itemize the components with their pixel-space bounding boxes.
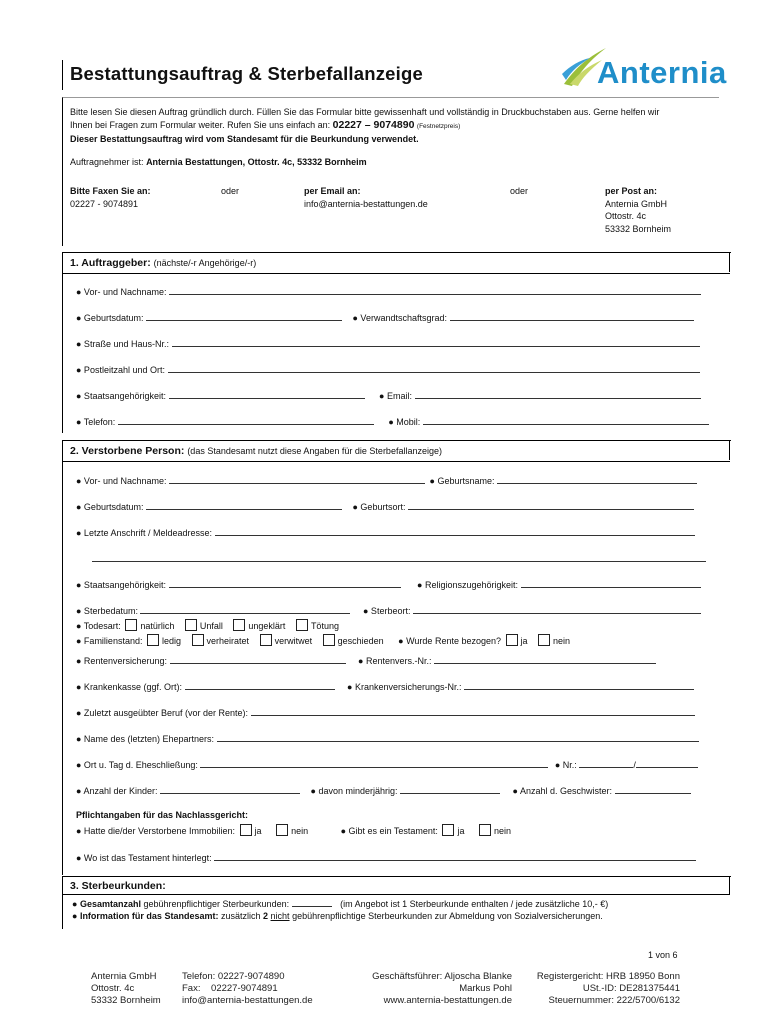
footer-register (515, 971, 680, 1007)
checkbox-testament-no[interactable] (479, 824, 491, 836)
s2-birthname-label: ● Geburtsname: (429, 476, 495, 486)
contractor-name: Anternia Bestattungen, Ottostr. 4c, 53332 Bornheim (146, 157, 367, 167)
s2-health-nr-field[interactable] (464, 680, 694, 690)
s2-spouse-row (76, 732, 699, 744)
checkbox-pension-no[interactable] (538, 634, 550, 646)
s2-deathtype-label: ● Todesart: (76, 621, 121, 631)
section-2-subtitle: (das Standesamt nutzt diese Angaben für die Sterbefallanzeige) (187, 446, 442, 456)
footer-register-line-1: Registergericht: HRB 18950 Bonn (536, 971, 680, 982)
s1-nationality-label: ● Staatsangehörigkeit: (76, 391, 166, 401)
intro-phone-note: (Festnetzpreis) (416, 122, 461, 130)
checkbox-single[interactable] (147, 634, 159, 646)
s2-testament-label: ● Gibt es ein Testament: (340, 826, 438, 836)
s2-birthname-field[interactable] (497, 474, 697, 484)
s2-birthplace-field[interactable] (408, 500, 694, 510)
s2-name-label: ● Vor- und Nachname: (76, 476, 167, 486)
intro-phone: 02227 – 9074890 (332, 118, 415, 131)
section-3-head-divider (62, 894, 730, 895)
s3-info-text-1: zusätzlich (220, 911, 261, 921)
s2-children-field[interactable] (160, 784, 300, 794)
s2-minors-field[interactable] (400, 784, 500, 794)
s3-info-label: Information für das Standesamt: (79, 911, 219, 921)
s2-marriage-nr-label: ● Nr.: (554, 760, 577, 770)
s1-birth-row (76, 311, 694, 323)
s1-mobile-field[interactable] (423, 415, 709, 425)
s3-total-field[interactable] (292, 897, 332, 907)
checkbox-unclear[interactable] (233, 619, 245, 631)
footer-management-line-2: Markus Pohl (459, 983, 512, 994)
s2-job-row (76, 706, 695, 718)
s2-birthdate-field[interactable] (146, 500, 342, 510)
fax-number: 02227 - 9074891 (70, 198, 139, 209)
checkbox-natural[interactable] (125, 619, 137, 631)
fax-block (70, 185, 151, 210)
label-pension-yes: ja (520, 636, 528, 646)
s1-street-row (76, 337, 700, 349)
s2-deathdate-row (76, 604, 701, 616)
s3-info-number: 2 (263, 911, 269, 921)
s2-birthplace-label: ● Geburtsort: (352, 502, 406, 512)
label-property-yes: ja (254, 826, 262, 836)
s2-pension-nr-label: ● Rentenvers.-Nr.: (358, 656, 432, 666)
s2-religion-label: ● Religionszugehörigkeit: (417, 580, 519, 590)
s3-total-text: gebührenpflichtiger Sterbeurkunden: (143, 899, 290, 909)
s2-minors-label: ● davon minderjährig: (310, 786, 398, 796)
label-pension-no: nein (553, 636, 571, 646)
section-3-title: 3. Sterbeurkunden: (70, 880, 166, 892)
footer-contact-line-1: Telefon: 02227-9074890 (182, 971, 285, 982)
s1-relation-field[interactable] (450, 311, 694, 321)
s2-marriage-nr-field-2[interactable] (636, 758, 698, 768)
s2-nationality-label: ● Staatsangehörigkeit: (76, 580, 166, 590)
s2-marriage-field[interactable] (200, 758, 548, 768)
s2-testament-where-field[interactable] (214, 851, 696, 861)
s2-marriage-row: ● Ort u. Tag d. Eheschließung: ● Nr.: / (76, 758, 698, 770)
post-line-2: Ottostr. 4c (605, 211, 647, 221)
s1-zip-field[interactable] (168, 363, 700, 373)
s1-name-field[interactable] (169, 285, 701, 295)
label-widowed: verwitwet (274, 636, 313, 646)
s2-probate-title: Pflichtangaben für das Nachlassgericht: (76, 810, 249, 820)
logo-text: Anternia (597, 55, 727, 90)
s2-spouse-label: ● Name des (letzten) Ehepartners: (76, 734, 214, 744)
email-label: per Email an: (304, 186, 361, 196)
s2-religion-field[interactable] (521, 578, 701, 588)
s1-zip-row (76, 363, 700, 375)
s1-relation-label: ● Verwandtschaftsgrad: (352, 313, 447, 323)
or-label-2: oder (510, 186, 529, 196)
checkbox-married[interactable] (192, 634, 204, 646)
s2-children-row (76, 784, 691, 796)
section-1-title: 1. Auftraggeber: (70, 257, 151, 269)
footer-contact-line-3[interactable]: info@anternia-bestattungen.de (182, 995, 313, 1006)
email-address[interactable]: info@anternia-bestattungen.de (304, 198, 428, 209)
s2-pension-question: ● Wurde Rente bezogen? (398, 636, 501, 646)
s2-deathplace-label: ● Sterbeort: (363, 606, 411, 616)
section-2-head-divider (62, 461, 730, 462)
contractor-line (70, 156, 367, 169)
label-natural: natürlich (140, 621, 175, 631)
s2-siblings-label: ● Anzahl d. Geschwister: (512, 786, 613, 796)
s3-info-text-2: gebührenpflichtige Sterbeurkunden zur Abmeldung von Sozialversicherungen. (292, 911, 603, 921)
post-label: per Post an: (605, 186, 658, 196)
label-testament-yes: ja (457, 826, 465, 836)
label-testament-no: nein (493, 826, 511, 836)
s2-job-field[interactable] (251, 706, 695, 716)
checkbox-accident[interactable] (185, 619, 197, 631)
s1-zip-label: ● Postleitzahl und Ort: (76, 365, 165, 375)
label-divorced: geschieden (337, 636, 384, 646)
checkbox-killing[interactable] (296, 619, 308, 631)
s2-pension-label: ● Rentenversicherung: (76, 656, 167, 666)
s3-total-label: Gesamtanzahl (79, 899, 141, 909)
intro-line-2-prefix: Ihnen bei Fragen zum Formular weiter. Rufen Sie uns einfach an: (70, 119, 331, 130)
s3-info-row: ● Information für das Standesamt: zusätzlich 2 nicht gebührenpflichtige Sterbeurkunden zur Abmeldung von Sozialversicherungen. (72, 911, 603, 921)
s2-pension-nr-field[interactable] (434, 654, 656, 664)
s2-health-nr-label: ● Krankenversicherungs-Nr.: (347, 682, 462, 692)
email-block (304, 185, 428, 210)
s3-total-note: (im Angebot ist 1 Sterbeurkunde enthalten / jede zusätzliche 10,- €) (340, 899, 609, 909)
s2-marital-label: ● Familienstand: (76, 636, 143, 646)
s2-health-row (76, 680, 694, 692)
s2-marital-row (76, 634, 570, 646)
s2-deathtype-row (76, 619, 339, 631)
footer-contact (182, 971, 313, 1007)
s1-phone-label: ● Telefon: (76, 417, 116, 427)
s2-address-field-2[interactable] (92, 552, 706, 562)
s2-job-label: ● Zuletzt ausgeübter Beruf (vor der Rente): (76, 708, 249, 718)
s1-email-field[interactable] (415, 389, 701, 399)
s2-birthdate-label: ● Geburtsdatum: (76, 502, 144, 512)
s2-children-label: ● Anzahl der Kinder: (76, 786, 158, 796)
checkbox-widowed[interactable] (260, 634, 272, 646)
s2-probate-row (76, 824, 511, 836)
footer-management-line-1: Geschäftsführer: Aljoscha Blanke (372, 971, 512, 982)
s1-email-label: ● Email: (379, 391, 412, 401)
s2-address-label: ● Letzte Anschrift / Meldeadresse: (76, 528, 213, 538)
footer-company-line-1: Anternia GmbH (91, 971, 157, 982)
label-killing: Tötung (310, 621, 339, 631)
footer-management (340, 971, 512, 1007)
contractor-prefix: Auftragnehmer ist: (70, 157, 144, 167)
section-1-right-edge (729, 252, 730, 272)
post-block (605, 185, 671, 235)
s2-address-field[interactable] (215, 526, 695, 536)
or-label-1: oder (221, 186, 240, 196)
s1-nationality-field[interactable] (169, 389, 365, 399)
s2-siblings-field[interactable] (615, 784, 691, 794)
section-2-title: 2. Verstorbene Person: (70, 445, 185, 457)
s1-birth-field[interactable] (146, 311, 342, 321)
page-number: 1 von 6 (648, 950, 678, 960)
s2-marriage-nr-field[interactable] (579, 758, 633, 768)
section-2-right-edge (729, 440, 730, 460)
section-1-head-divider (62, 273, 730, 274)
s1-street-label: ● Straße und Haus-Nr.: (76, 339, 169, 349)
s2-testament-where-row (76, 851, 696, 863)
s1-street-field[interactable] (172, 337, 700, 347)
checkbox-property-no[interactable] (276, 824, 288, 836)
s1-nationality-row (76, 389, 701, 401)
s2-health-field[interactable] (185, 680, 335, 690)
s1-phone-field[interactable] (118, 415, 374, 425)
s2-property-label: ● Hatte die/der Verstorbene Immobilien: (76, 826, 236, 836)
fax-label: Bitte Faxen Sie an: (70, 186, 151, 196)
label-accident: Unfall (199, 621, 223, 631)
s2-health-label: ● Krankenkasse (ggf. Ort): (76, 682, 182, 692)
s2-spouse-field[interactable] (217, 732, 699, 742)
s2-address-row-2 (92, 552, 706, 564)
label-unclear: ungeklärt (248, 621, 286, 631)
s2-address-row (76, 526, 695, 538)
section-1-subtitle: (nächste/-r Angehörige/-r) (153, 258, 257, 268)
s1-phone-row (76, 415, 709, 427)
footer-company-line-2: Ottostr. 4c (91, 983, 135, 994)
footer-register-line-3: Steuernummer: 222/5700/6132 (548, 995, 680, 1006)
footer-management-line-3[interactable]: www.anternia-bestattungen.de (383, 995, 512, 1006)
s2-pension-row (76, 654, 656, 666)
intro-line-2 (70, 119, 720, 134)
intro-line-3: Dieser Bestattungsauftrag wird vom Standesamt für die Beurkundung verwendet. (70, 134, 419, 144)
checkbox-property-yes[interactable] (240, 824, 252, 836)
s2-pension-field[interactable] (170, 654, 346, 664)
footer-company (91, 971, 161, 1007)
page-title: Bestattungsauftrag & Sterbefallanzeige (70, 63, 424, 84)
label-married: verheiratet (206, 636, 250, 646)
s2-deathdate-label: ● Sterbedatum: (76, 606, 138, 616)
s2-name-field[interactable] (169, 474, 425, 484)
intro-line-1: Bitte lesen Sie diesen Auftrag gründlich durch. Füllen Sie das Formular bitte gewissenhaft und vollständig in Druckbuchstaben aus. Gerne helfen wir (70, 107, 660, 117)
section-1-heading (70, 257, 256, 269)
label-single: ledig (161, 636, 181, 646)
post-line-1: Anternia GmbH (605, 198, 668, 209)
s3-info-nicht: nicht (270, 911, 290, 921)
section-2-heading (70, 445, 442, 457)
s1-name-row (76, 285, 701, 297)
s2-name-row (76, 474, 697, 486)
s2-marriage-label: ● Ort u. Tag d. Eheschließung: (76, 760, 198, 770)
s2-deathdate-field[interactable] (140, 604, 350, 614)
s2-nationality-row (76, 578, 701, 590)
s2-birthdate-row (76, 500, 694, 512)
post-line-3: 53332 Bornheim (605, 223, 672, 234)
s2-nationality-field[interactable] (169, 578, 401, 588)
section-3-right-edge (729, 876, 730, 894)
s1-mobile-label: ● Mobil: (388, 417, 421, 427)
label-property-no: nein (291, 826, 309, 836)
footer-contact-line-2: Fax: 02227-9074891 (182, 983, 278, 994)
s3-total-row: ● Gesamtanzahl gebührenpflichtiger Sterbeurkunden: (im Angebot ist 1 Sterbeurkunde enthalten / jede zusätzliche 10,- €) (72, 899, 609, 909)
footer-company-line-3: 53332 Bornheim (91, 995, 161, 1006)
checkbox-divorced[interactable] (323, 634, 335, 646)
s1-name-label: ● Vor- und Nachname: (76, 287, 167, 297)
intro-text (70, 106, 720, 146)
s2-deathplace-field[interactable] (413, 604, 701, 614)
footer-register-line-2: USt.-ID: DE281375441 (582, 983, 680, 994)
checkbox-pension-yes[interactable] (506, 634, 518, 646)
s1-birth-label: ● Geburtsdatum: (76, 313, 144, 323)
s2-testament-where-label: ● Wo ist das Testament hinterlegt: (76, 853, 212, 863)
checkbox-testament-yes[interactable] (442, 824, 454, 836)
